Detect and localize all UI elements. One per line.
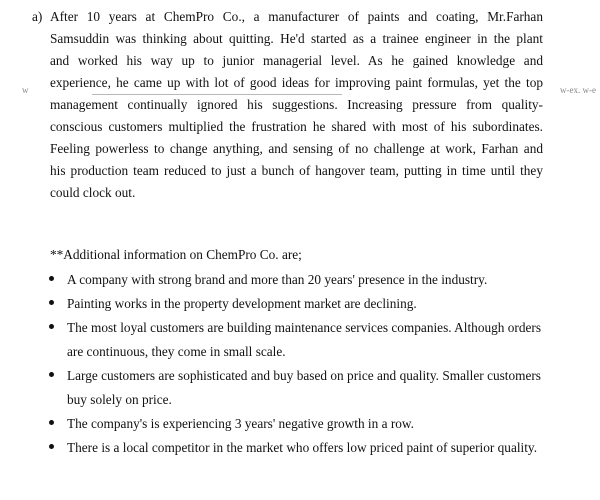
- paragraph-line: could clock out.: [50, 185, 136, 200]
- bleed-through-mark: w: [22, 85, 29, 95]
- paragraph-line: After 10 years at ChemPro Co., a manufacturer of paints and coating, Mr.Farhan: [50, 9, 543, 24]
- bullet-text: The company's is experiencing 3 years' negative growth in a row.: [67, 416, 414, 431]
- paragraph-line: Samsuddin was thinking about quitting. He'd started as a trainee engineer in the plant: [50, 31, 543, 46]
- list-item: [0, 412, 600, 436]
- paragraph-line: Feeling powerless to change anything, and sensing of no challenge at work, Farhan and: [50, 141, 543, 156]
- bullet-list: [0, 268, 600, 460]
- question-label: a): [32, 9, 43, 24]
- list-item: [0, 268, 600, 292]
- list-item: [0, 292, 600, 316]
- bullet-text: There is a local competitor in the market who offers low priced paint of superior quality.: [67, 440, 538, 455]
- scan-smear: [92, 94, 342, 95]
- list-item: [0, 364, 600, 412]
- bullet-dot: [49, 444, 54, 449]
- paragraph-line: management continually ignored his suggestions. Increasing pressure from quality-: [50, 97, 543, 112]
- additional-info-heading: **Additional information on ChemPro Co. are;: [50, 247, 302, 262]
- paragraph-line: his production team reduced to just a bunch of hangover team, putting in time until they: [50, 163, 543, 178]
- bullet-dot: [49, 276, 54, 281]
- bullet-text: A company with strong brand and more than 20 years' presence in the industry.: [67, 272, 488, 287]
- bullet-dot: [49, 324, 54, 329]
- list-item: [0, 316, 600, 364]
- paragraph-line: conscious customers multiplied the frustration he shared with most of his subordinates.: [50, 119, 543, 134]
- paragraph-line: and worked his way up to junior managerial level. As he gained knowledge and: [50, 53, 543, 68]
- bullet-text: Large customers are sophisticated and buy based on price and quality. Smaller customers buy solely on price.: [67, 368, 541, 407]
- bullet-dot: [49, 300, 54, 305]
- list-item: [0, 436, 600, 460]
- bullet-text: Painting works in the property development market are declining.: [67, 296, 417, 311]
- paragraph-line: experience, he came up with lot of good ideas for improving paint formulas, yet the top: [50, 75, 543, 90]
- bullet-dot: [49, 372, 54, 377]
- bleed-through-mark: w-ex. w-e: [560, 85, 596, 95]
- bullet-text: The most loyal customers are building maintenance services companies. Although orders are continuous, they come in small scale.: [67, 320, 541, 359]
- case-paragraph: [50, 6, 543, 204]
- bullet-dot: [49, 420, 54, 425]
